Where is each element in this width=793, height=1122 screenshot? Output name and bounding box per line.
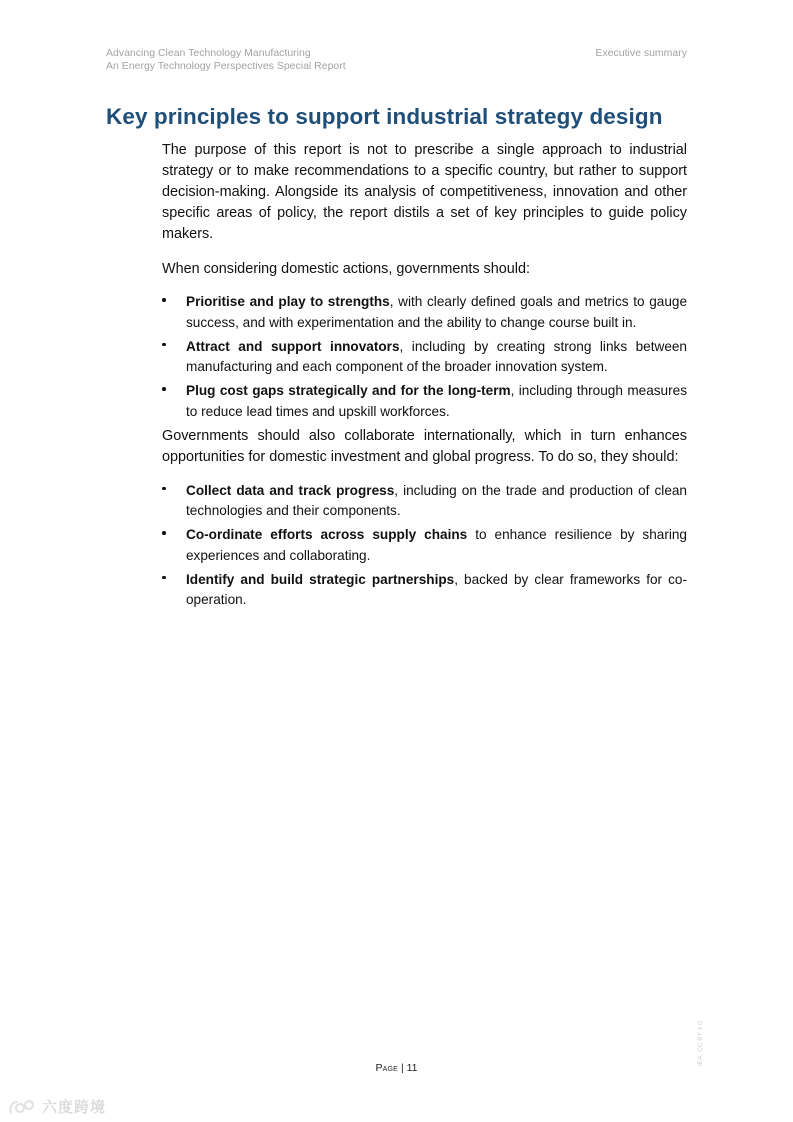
list-item <box>162 525 687 566</box>
list-item-heading: Co-ordinate efforts across supply chains <box>186 527 468 542</box>
report-title-line: Advancing Clean Technology Manufacturing <box>106 47 311 59</box>
list-item <box>162 381 687 422</box>
intro-paragraph: The purpose of this report is not to prescribe a single approach to industrial strategy or to make recommendations to a specific country, but rather to support decision-making. Alongside its analysis of competitiveness, innovation and other specific areas of policy, the report distils a set of key principles to guide policy makers. <box>162 142 687 242</box>
list-item-heading: Identify and build strategic partnerships <box>186 571 455 587</box>
domestic-actions-list <box>162 292 687 422</box>
page-label: Page <box>375 1062 399 1074</box>
running-header-right <box>595 47 687 60</box>
page-title: Key principles to support industrial strategy design <box>106 104 663 129</box>
watermark <box>8 1096 106 1117</box>
running-header-left <box>106 47 346 73</box>
domestic-lead-paragraph: When considering domestic actions, governments should: <box>162 261 530 277</box>
bullet-icon <box>162 576 166 580</box>
list-item <box>162 570 687 611</box>
international-actions-list <box>162 481 687 611</box>
bullet-icon <box>162 387 166 391</box>
page-footer <box>0 1062 793 1074</box>
list-item-heading: Attract and support innovators <box>186 338 400 354</box>
bullet-icon <box>162 298 166 302</box>
list-item-text: , including through measures to reduce lead times and upskill workforces. <box>186 383 688 419</box>
section-name: Executive summary <box>595 47 687 59</box>
international-lead-paragraph: Governments should also collaborate internationally, which in turn enhances opportunities for domestic investment and global progress. To do so, they should: <box>162 427 687 465</box>
list-item-text: to enhance resilience by sharing experiences and collaborating. <box>186 527 687 563</box>
page-number: 11 <box>406 1062 418 1074</box>
list-item-heading: Collect data and track progress <box>186 482 395 498</box>
list-item-heading: Prioritise and play to strengths <box>186 294 390 309</box>
list-item <box>162 292 687 333</box>
main-content <box>162 140 687 614</box>
list-item-heading: Plug cost gaps strategically and for the long-term <box>186 383 511 398</box>
list-item-text: , including by creating strong links between manufacturing and each component of the broader innovation system. <box>186 338 687 374</box>
watermark-logo-icon <box>8 1098 38 1116</box>
bullet-icon <box>162 343 166 347</box>
list-item-text: , including on the trade and production of clean technologies and their components. <box>186 482 687 518</box>
report-subtitle-line: An Energy Technology Perspectives Special Report <box>106 60 346 72</box>
watermark-text: 六度跨境 <box>42 1099 107 1116</box>
list-item <box>162 337 687 378</box>
bullet-icon <box>162 531 166 535</box>
list-item <box>162 481 687 522</box>
bullet-icon <box>162 487 166 491</box>
list-item-text: , backed by clear frameworks for co-operation. <box>186 571 688 607</box>
list-item-text: , with clearly defined goals and metrics to gauge success, and with experimentation and the ability to change course built in. <box>186 294 688 330</box>
page-separator: | <box>400 1062 404 1074</box>
license-note: IEA. CC BY 4.0. <box>697 1019 704 1066</box>
